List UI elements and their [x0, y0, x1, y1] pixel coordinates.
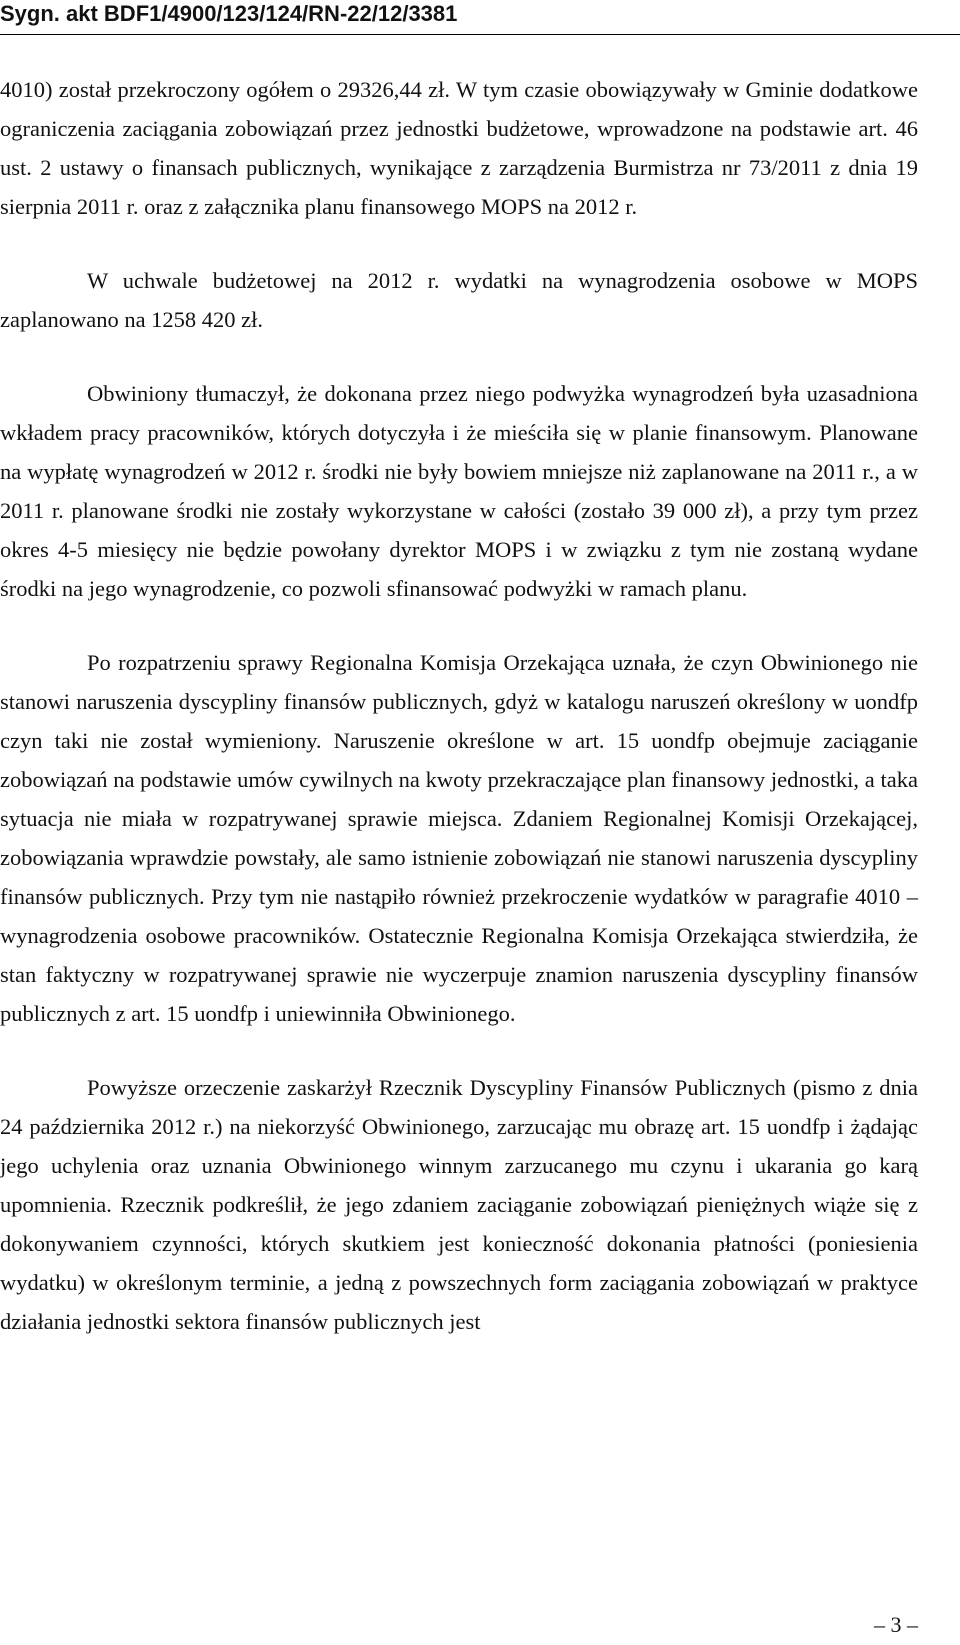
paragraph-3: Obwiniony tłumaczył, że dokonana przez niego podwyżka wynagrodzeń była uzasadniona wkładem pracy pracowników, których dotyczyła i że mieściła się w planie finansowym. Planowane na wypłatę wynagrodzeń w 2012 r. środki nie były bowiem mniejsze niż zaplanowane na 2011 r., a w 2011 r. planowane środki nie zostały wykorzystane w całości (zostało 39 000 zł), a przy tym przez okres 4-5 miesięcy nie będzie powołany dyrektor MOPS i w związku z tym nie zostaną wydane środki na jego wynagrodzenie, co pozwoli sfinansować podwyżki w ramach planu.	[0, 381, 918, 601]
page-number: – 3 –	[874, 1612, 918, 1637]
paragraph-2: W uchwale budżetowej na 2012 r. wydatki na wynagrodzenia osobowe w MOPS zaplanowano na 1258 420 zł.	[0, 268, 918, 332]
paragraph-5: Powyższe orzeczenie zaskarżył Rzecznik Dyscypliny Finansów Publicznych (pismo z dnia 24 października 2012 r.) na niekorzyść Obwinionego, zarzucając mu obrazę art. 15 uondfp i żądając jego uchylenia oraz uznania Obwinionego winnym zarzucanego mu czynu i ukarania go karą upomnienia. Rzecznik podkreślił, że jego zdaniem zaciąganie zobowiązań pieniężnych wiąże się z dokonywaniem czynności, których skutkiem jest konieczność dokonania płatności (poniesienia wydatku) w określonym terminie, a jedną z powszechnych form zaciągania zobowiązań w praktyce działania jednostki sektora finansów publicznych jest	[0, 1075, 918, 1334]
document-body	[0, 70, 918, 1376]
paragraph-1: 4010) został przekroczony ogółem o 29326,44 zł. W tym czasie obowiązywały w Gminie dodatkowe ograniczenia zaciągania zobowiązań przez jednostki budżetowe, wprowadzone na podstawie art. 46 ust. 2 ustawy o finansach publicznych, wynikające z zarządzenia Burmistrza nr 73/2011 z dnia 19 sierpnia 2011 r. oraz z załącznika planu finansowego MOPS na 2012 r.	[0, 77, 918, 219]
case-signature-header: Sygn. akt BDF1/4900/123/124/RN-22/12/3381	[0, 1, 458, 26]
paragraph-4: Po rozpatrzeniu sprawy Regionalna Komisja Orzekająca uznała, że czyn Obwinionego nie stanowi naruszenia dyscypliny finansów publicznych, gdyż w katalogu naruszeń określony w uondfp czyn taki nie został wymieniony. Naruszenie określone w art. 15 uondfp obejmuje zaciąganie zobowiązań na podstawie umów cywilnych na kwoty przekraczające plan finansowy jednostki, a taka sytuacja nie miała w rozpatrywanej sprawie miejsca. Zdaniem Regionalnej Komisji Orzekającej, zobowiązania wprawdzie powstały, ale samo istnienie zobowiązań nie stanowi naruszenia dyscypliny finansów publicznych. Przy tym nie nastąpiło również przekroczenie wydatków w paragrafie 4010 – wynagrodzenia osobowe pracowników. Ostatecznie Regionalna Komisja Orzekająca stwierdziła, że stan faktyczny w rozpatrywanej sprawie nie wyczerpuje znamion naruszenia dyscypliny finansów publicznych z art. 15 uondfp i uniewinniła Obwinionego.	[0, 650, 918, 1026]
header-divider	[0, 34, 960, 35]
